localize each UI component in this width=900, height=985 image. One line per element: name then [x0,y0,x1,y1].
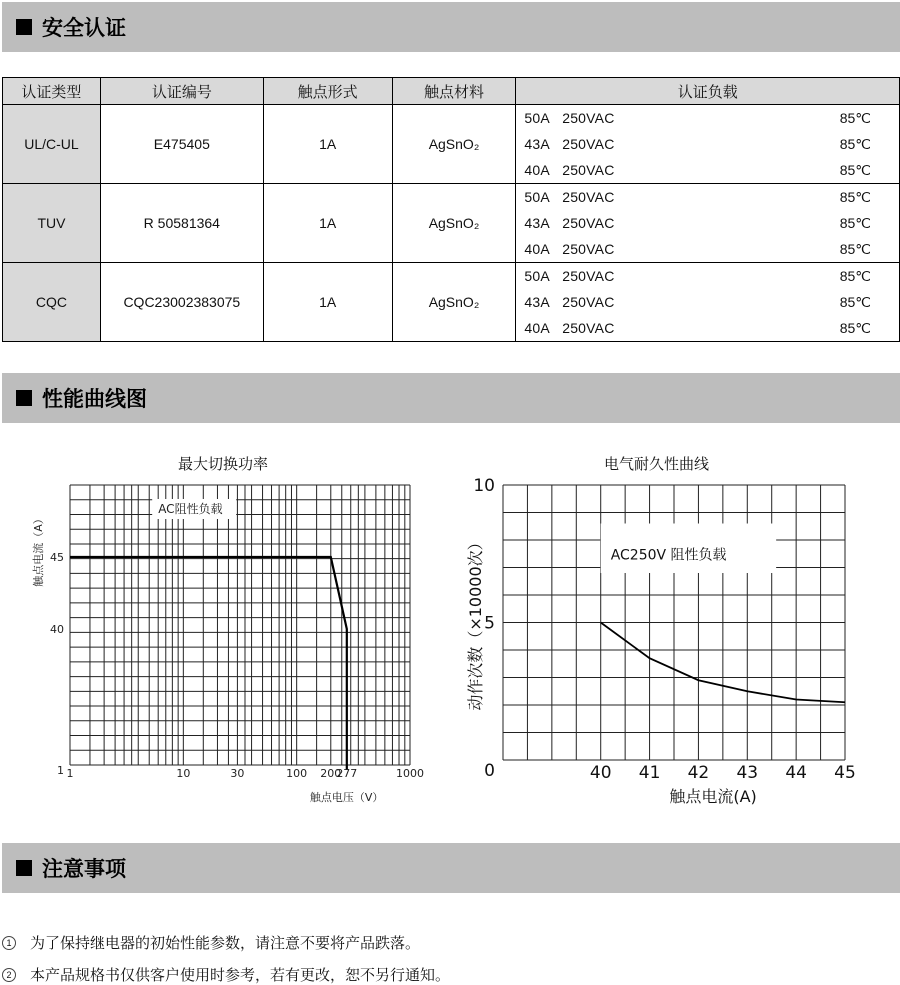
y-tick-label: 1 [57,764,64,777]
load-line: 40A 250VAC 85℃ [524,161,871,178]
table-row [3,263,900,342]
note-number: 1 [2,936,16,950]
load-list [516,263,900,342]
header-cert-type: 认证类型 [3,78,101,105]
load-line: 43A 250VAC 85℃ [524,293,871,310]
load-line: 40A 250VAC 85℃ [524,240,871,257]
x-tick-label: 43 [736,763,759,783]
x-axis-label: 触点电压（V） [309,791,384,804]
x-tick-label: 1 [66,767,74,780]
certification-table [2,77,900,342]
cert-type: CQC [3,263,101,342]
max-switching-power-chart [0,470,440,810]
square-bullet-icon [16,19,32,35]
section-header-notes [2,843,900,893]
cert-number: CQC23002383075 [100,263,263,342]
x-tick-label: 100 [286,767,308,780]
x-tick-label: 30 [230,767,245,780]
contact-form: 1A [263,184,392,263]
note-text: 本产品规格书仅供客户使用时参考，若有更改，恕不另行通知。 [30,966,451,984]
load-line: 50A 250VAC 85℃ [524,267,871,284]
section-header-curves [2,373,900,423]
x-tick-label: 200 [320,767,342,780]
contact-material: AgSnO₂ [392,184,516,263]
x-tick-label: 0 [484,761,495,781]
x-tick-label: 42 [687,763,710,783]
section-title: 安全认证 [42,16,126,40]
x-tick-label: 10 [176,767,191,780]
y-tick-label: 45 [50,551,64,564]
x-tick-label: 41 [638,763,661,783]
load-list [516,184,900,263]
y-axis-label: 动作次数（×10000次） [466,534,485,711]
annotation-label: AC250V 阻性负载 [610,547,727,564]
load-line: 50A 250VAC 85℃ [524,109,871,126]
y-tick-label: 5 [484,613,495,634]
x-axis-label: 触点电流(A) [669,787,757,806]
table-row [3,184,900,263]
chart1-title: 最大切换功率 [178,455,269,473]
cert-number: R 50581364 [100,184,263,263]
switching-power-curve [70,557,347,770]
cert-type: UL/C-UL [3,105,101,184]
section-title: 性能曲线图 [42,387,147,411]
x-tick-label: 277 [336,767,358,780]
contact-material: AgSnO₂ [392,263,516,342]
note-number: 2 [2,968,16,982]
table-header-row [3,78,900,105]
header-cert-number: 认证编号 [100,78,263,105]
load-line: 43A 250VAC 85℃ [524,214,871,231]
note-text: 为了保持继电器的初始性能参数，请注意不要将产品跌落。 [30,934,421,952]
load-line: 50A 250VAC 85℃ [524,188,871,205]
header-cert-load: 认证负载 [516,78,900,105]
chart2-title: 电气耐久性曲线 [604,455,710,473]
load-line: 43A 250VAC 85℃ [524,135,871,152]
contact-form: 1A [263,105,392,184]
section-title: 注意事项 [42,857,126,881]
x-tick-label: 1000 [396,767,424,780]
square-bullet-icon [16,860,32,876]
x-tick-label: 40 [589,763,612,783]
header-contact-material: 触点材料 [392,78,516,105]
square-bullet-icon [16,390,32,406]
load-line: 40A 250VAC 85℃ [524,319,871,336]
contact-form: 1A [263,263,392,342]
electrical-endurance-chart [450,470,900,820]
section-header-certification [2,2,900,52]
y-axis-label: 触点电流（A） [32,513,45,587]
y-tick-label: 40 [50,623,64,636]
header-contact-form: 触点形式 [263,78,392,105]
cert-number: E475405 [100,105,263,184]
table-row [3,105,900,184]
annotation-label: AC阻性负载 [158,502,223,516]
note-item [2,932,420,953]
x-tick-label: 45 [834,763,856,783]
y-tick-label: 10 [473,476,495,496]
cert-type: TUV [3,184,101,263]
x-tick-label: 44 [785,763,807,783]
load-list [516,105,900,184]
contact-material: AgSnO₂ [392,105,516,184]
